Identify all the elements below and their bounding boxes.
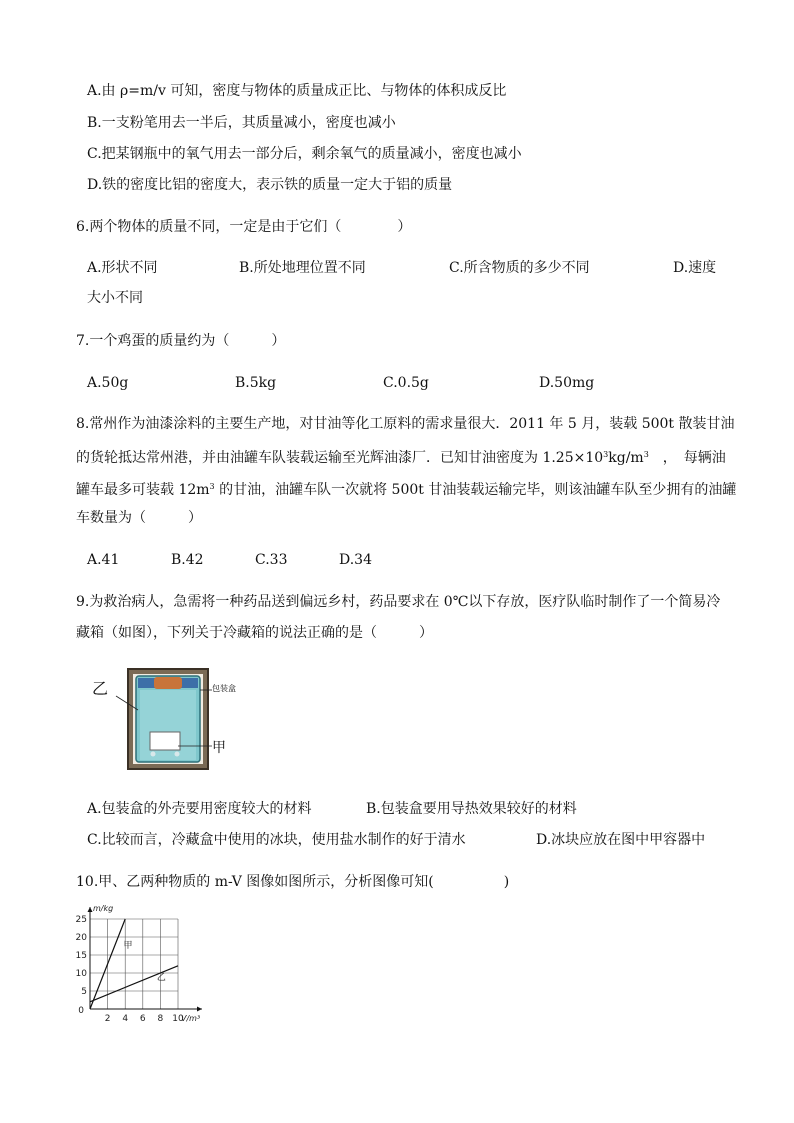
q8-option-b: B.42 bbox=[171, 552, 204, 568]
origin-label: 0 bbox=[78, 1006, 84, 1016]
label-yi: 乙 bbox=[92, 679, 109, 698]
q7-option-a: A.50g bbox=[87, 375, 129, 391]
q9-option-b: B.包装盒要用导热效果较好的材料 bbox=[366, 801, 577, 817]
y-tick-label: 10 bbox=[75, 969, 87, 979]
q9-line-2: 藏箱（如图），下列关于冷藏箱的说法正确的是（ ） bbox=[76, 625, 433, 641]
q9-option-d: D.冰块应放在图中甲容器中 bbox=[536, 832, 706, 848]
q8-line-2: 的货轮抵达常州港，并由油罐车队装载运输至光辉油漆厂．已知甘油密度为 $1.25\times 10^3kg/m^3$ ， 每辆油 bbox=[76, 450, 726, 466]
x-axis-label: V/m³ bbox=[181, 1014, 201, 1023]
q5-option-b: B.一支粉笔用去一半后，其质量减小，密度也减小 bbox=[87, 115, 396, 131]
mv-graph bbox=[74, 897, 224, 1025]
q10-stem: 10.甲、乙两种物质的 m-V 图像如图所示，分析图像可知( ) bbox=[76, 874, 510, 890]
q6-stem: 6.两个物体的质量不同，一定是由于它们（ ） bbox=[76, 219, 412, 235]
q6-option-c: C.所含物质的多少不同 bbox=[449, 260, 590, 276]
q6-option-b: B.所处地理位置不同 bbox=[239, 260, 366, 276]
q8-line-4: 车数量为（ ） bbox=[76, 510, 202, 526]
series-line-yi bbox=[90, 966, 178, 1002]
y-tick-label: 5 bbox=[81, 987, 87, 997]
q6-option-d-continued: 大小不同 bbox=[87, 290, 143, 306]
x-tick-label: 4 bbox=[122, 1014, 129, 1024]
x-tick-label: 10 bbox=[172, 1014, 184, 1024]
q8-option-c: C.33 bbox=[255, 552, 288, 568]
q5-option-c: C.把某钢瓶中的氧气用去一部分后，剩余氧气的质量减小，密度也减小 bbox=[87, 146, 522, 162]
q7-option-c: C.0.5g bbox=[383, 375, 429, 391]
q7-stem: 7.一个鸡蛋的质量约为（ ） bbox=[76, 333, 286, 349]
q7-option-b: B.5kg bbox=[235, 375, 277, 391]
x-tick-label: 8 bbox=[157, 1014, 164, 1024]
q8-line-1: 8.常州作为油漆涂料的主要生产地，对甘油等化工原料的需求量很大．2011 年 5 月，装载 500t 散装甘油 bbox=[76, 416, 735, 432]
cooler-box-figure bbox=[90, 666, 250, 774]
cork-stopper bbox=[154, 677, 182, 689]
q5-option-a: A.由 ρ=m/v 可知，密度与物体的质量成正比、与物体的体积成反比 bbox=[87, 83, 507, 99]
q6-option-a: A.形状不同 bbox=[87, 260, 158, 276]
container-jia-foot-left bbox=[151, 752, 156, 757]
y-axis-arrow bbox=[88, 907, 93, 912]
x-axis-arrow bbox=[197, 1007, 202, 1012]
series-label-yi: 乙 bbox=[156, 973, 166, 984]
label-jia: 甲 bbox=[212, 740, 226, 756]
y-tick-label: 20 bbox=[75, 933, 87, 943]
q8-option-a: A.41 bbox=[87, 552, 120, 568]
label-packaging-box: 包装盒 bbox=[212, 684, 236, 693]
q7-option-d: D.50mg bbox=[539, 375, 595, 391]
q5-option-d: D.铁的密度比铝的密度大，表示铁的质量一定大于铝的质量 bbox=[87, 177, 453, 193]
q8-line-3: 罐车最多可装载 $12m^3$ 的甘油，油罐车队一次就将 500t 甘油装载运输完毕，则该油罐车队至少拥有的油罐 bbox=[76, 482, 737, 498]
container-jia bbox=[150, 732, 180, 750]
q9-option-c: C.比较而言，冷藏盒中使用的冰块，使用盐水制作的好于清水 bbox=[87, 832, 466, 848]
series-label-jia: 甲 bbox=[123, 940, 133, 951]
y-axis-label: m/kg bbox=[93, 904, 114, 913]
q10-chart bbox=[74, 897, 224, 1025]
y-tick-label: 25 bbox=[75, 915, 87, 925]
y-tick-label: 15 bbox=[75, 951, 87, 961]
x-tick-label: 6 bbox=[139, 1014, 146, 1024]
q9-option-a: A.包装盒的外壳要用密度较大的材料 bbox=[87, 801, 312, 817]
container-jia-foot-right bbox=[175, 752, 180, 757]
q6-option-d: D.速度 bbox=[673, 260, 717, 276]
q8-option-d: D.34 bbox=[339, 552, 372, 568]
x-tick-label: 2 bbox=[104, 1014, 111, 1024]
q9-line-1: 9.为救治病人，急需将一种药品送到偏远乡村，药品要求在 0℃以下存放，医疗队临时制作了一个简易冷 bbox=[76, 594, 721, 610]
